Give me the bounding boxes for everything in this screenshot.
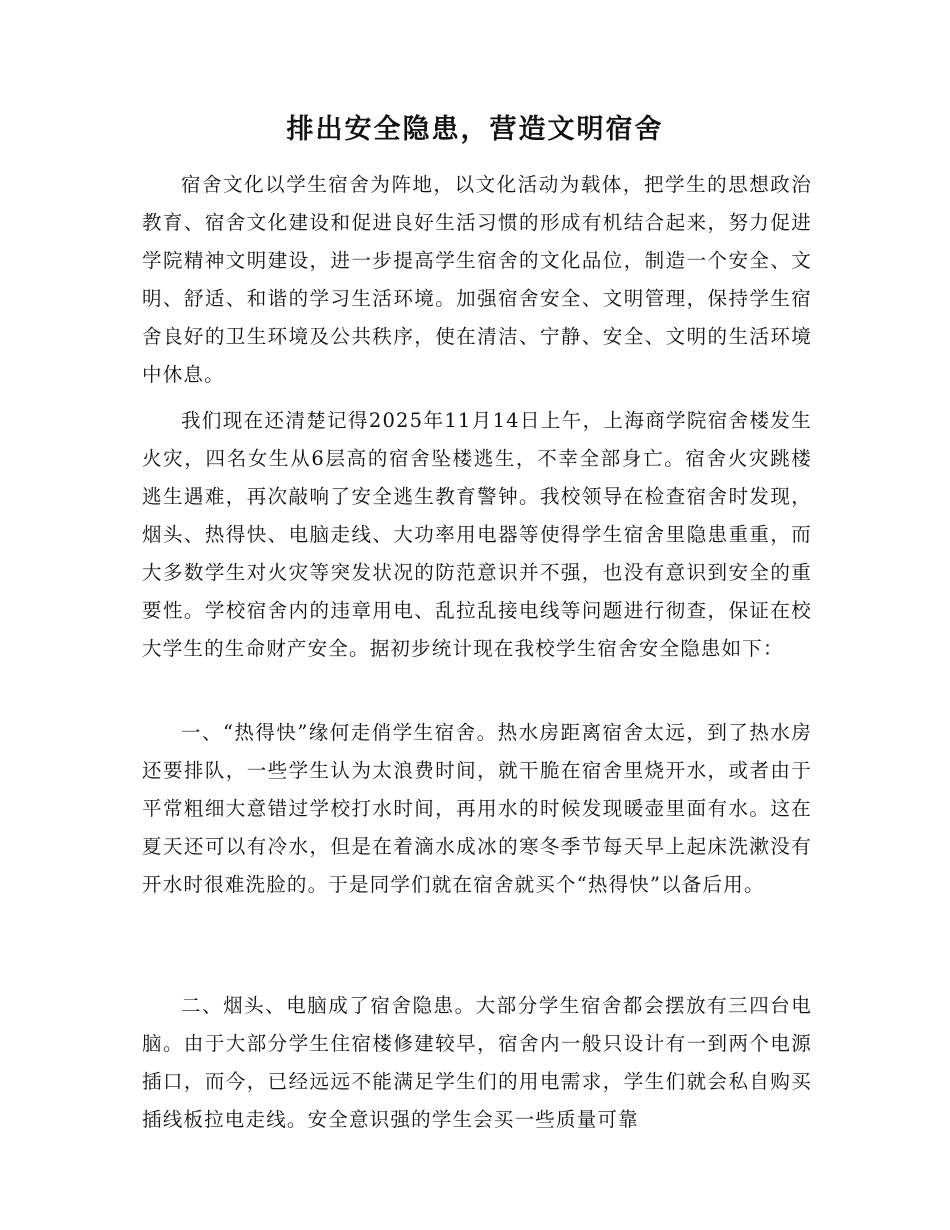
paragraph-hazard-heater: 一、“热得快”缘何走俏学生宿舍。热水房距离宿舍太远，到了热水房还要排队，一些学生认为太浪费时间，就干脆在宿舍里烧开水，或者由于平常粗细大意错过学校打水时间，再用水的时候发现暖壶里面有水。这在夏天还可以有冷水，但是在着滴水成冰的寒冬季节每天早上起床洗漱没有开水时很难洗脸的。于是同学们就在宿舍就买个“热得快”以备后用。 (142, 721, 812, 896)
paragraph-fire-incident: 我们现在还清楚记得2025年11月14日上午，上海商学院宿舍楼发生火灾，四名女生从6层高的宿舍坠楼逃生，不幸全部身亡。宿舍火灾跳楼逃生遇难，再次敲响了安全逃生教育警钟。我校领导在检查宿舍时发现，烟头、热得快、电脑走线、大功率用电器等使得学生宿舍里隐患重重，而大多数学生对火灾等突发状况的防范意识并不强，也没有意识到安全的重要性。学校宿舍内的违章用电、乱拉乱接电线等问题进行彻查，保证在校大学生的生命财产安全。据初步统计现在我校学生宿舍安全隐患如下： (142, 409, 812, 660)
document-title: 排出安全隐患，营造文明宿舍 (286, 114, 664, 145)
paragraph-hazard-computer: 二、烟头、电脑成了宿舍隐患。大部分学生宿舍都会摆放有三四台电脑。由于大部分学生住宿楼修建较早，宿舍内一般只设计有一到两个电源插口，而今，已经远远不能满足学生们的用电需求，学生们就会私自购买插线板拉电走线。安全意识强的学生会买一些质量可靠 (142, 994, 812, 1131)
paragraph-intro: 宿舍文化以学生宿舍为阵地，以文化活动为载体，把学生的思想政治教育、宿舍文化建设和促进良好生活习惯的形成有机结合起来，努力促进学院精神文明建设，进一步提高学生宿舍的文化品位，制造一个安全、文明、舒适、和谐的学习生活环境。加强宿舍安全、文明管理，保持学生宿舍良好的卫生环境及公共秩序，使在清洁、宁静、安全、文明的生活环境中休息。 (142, 173, 812, 386)
